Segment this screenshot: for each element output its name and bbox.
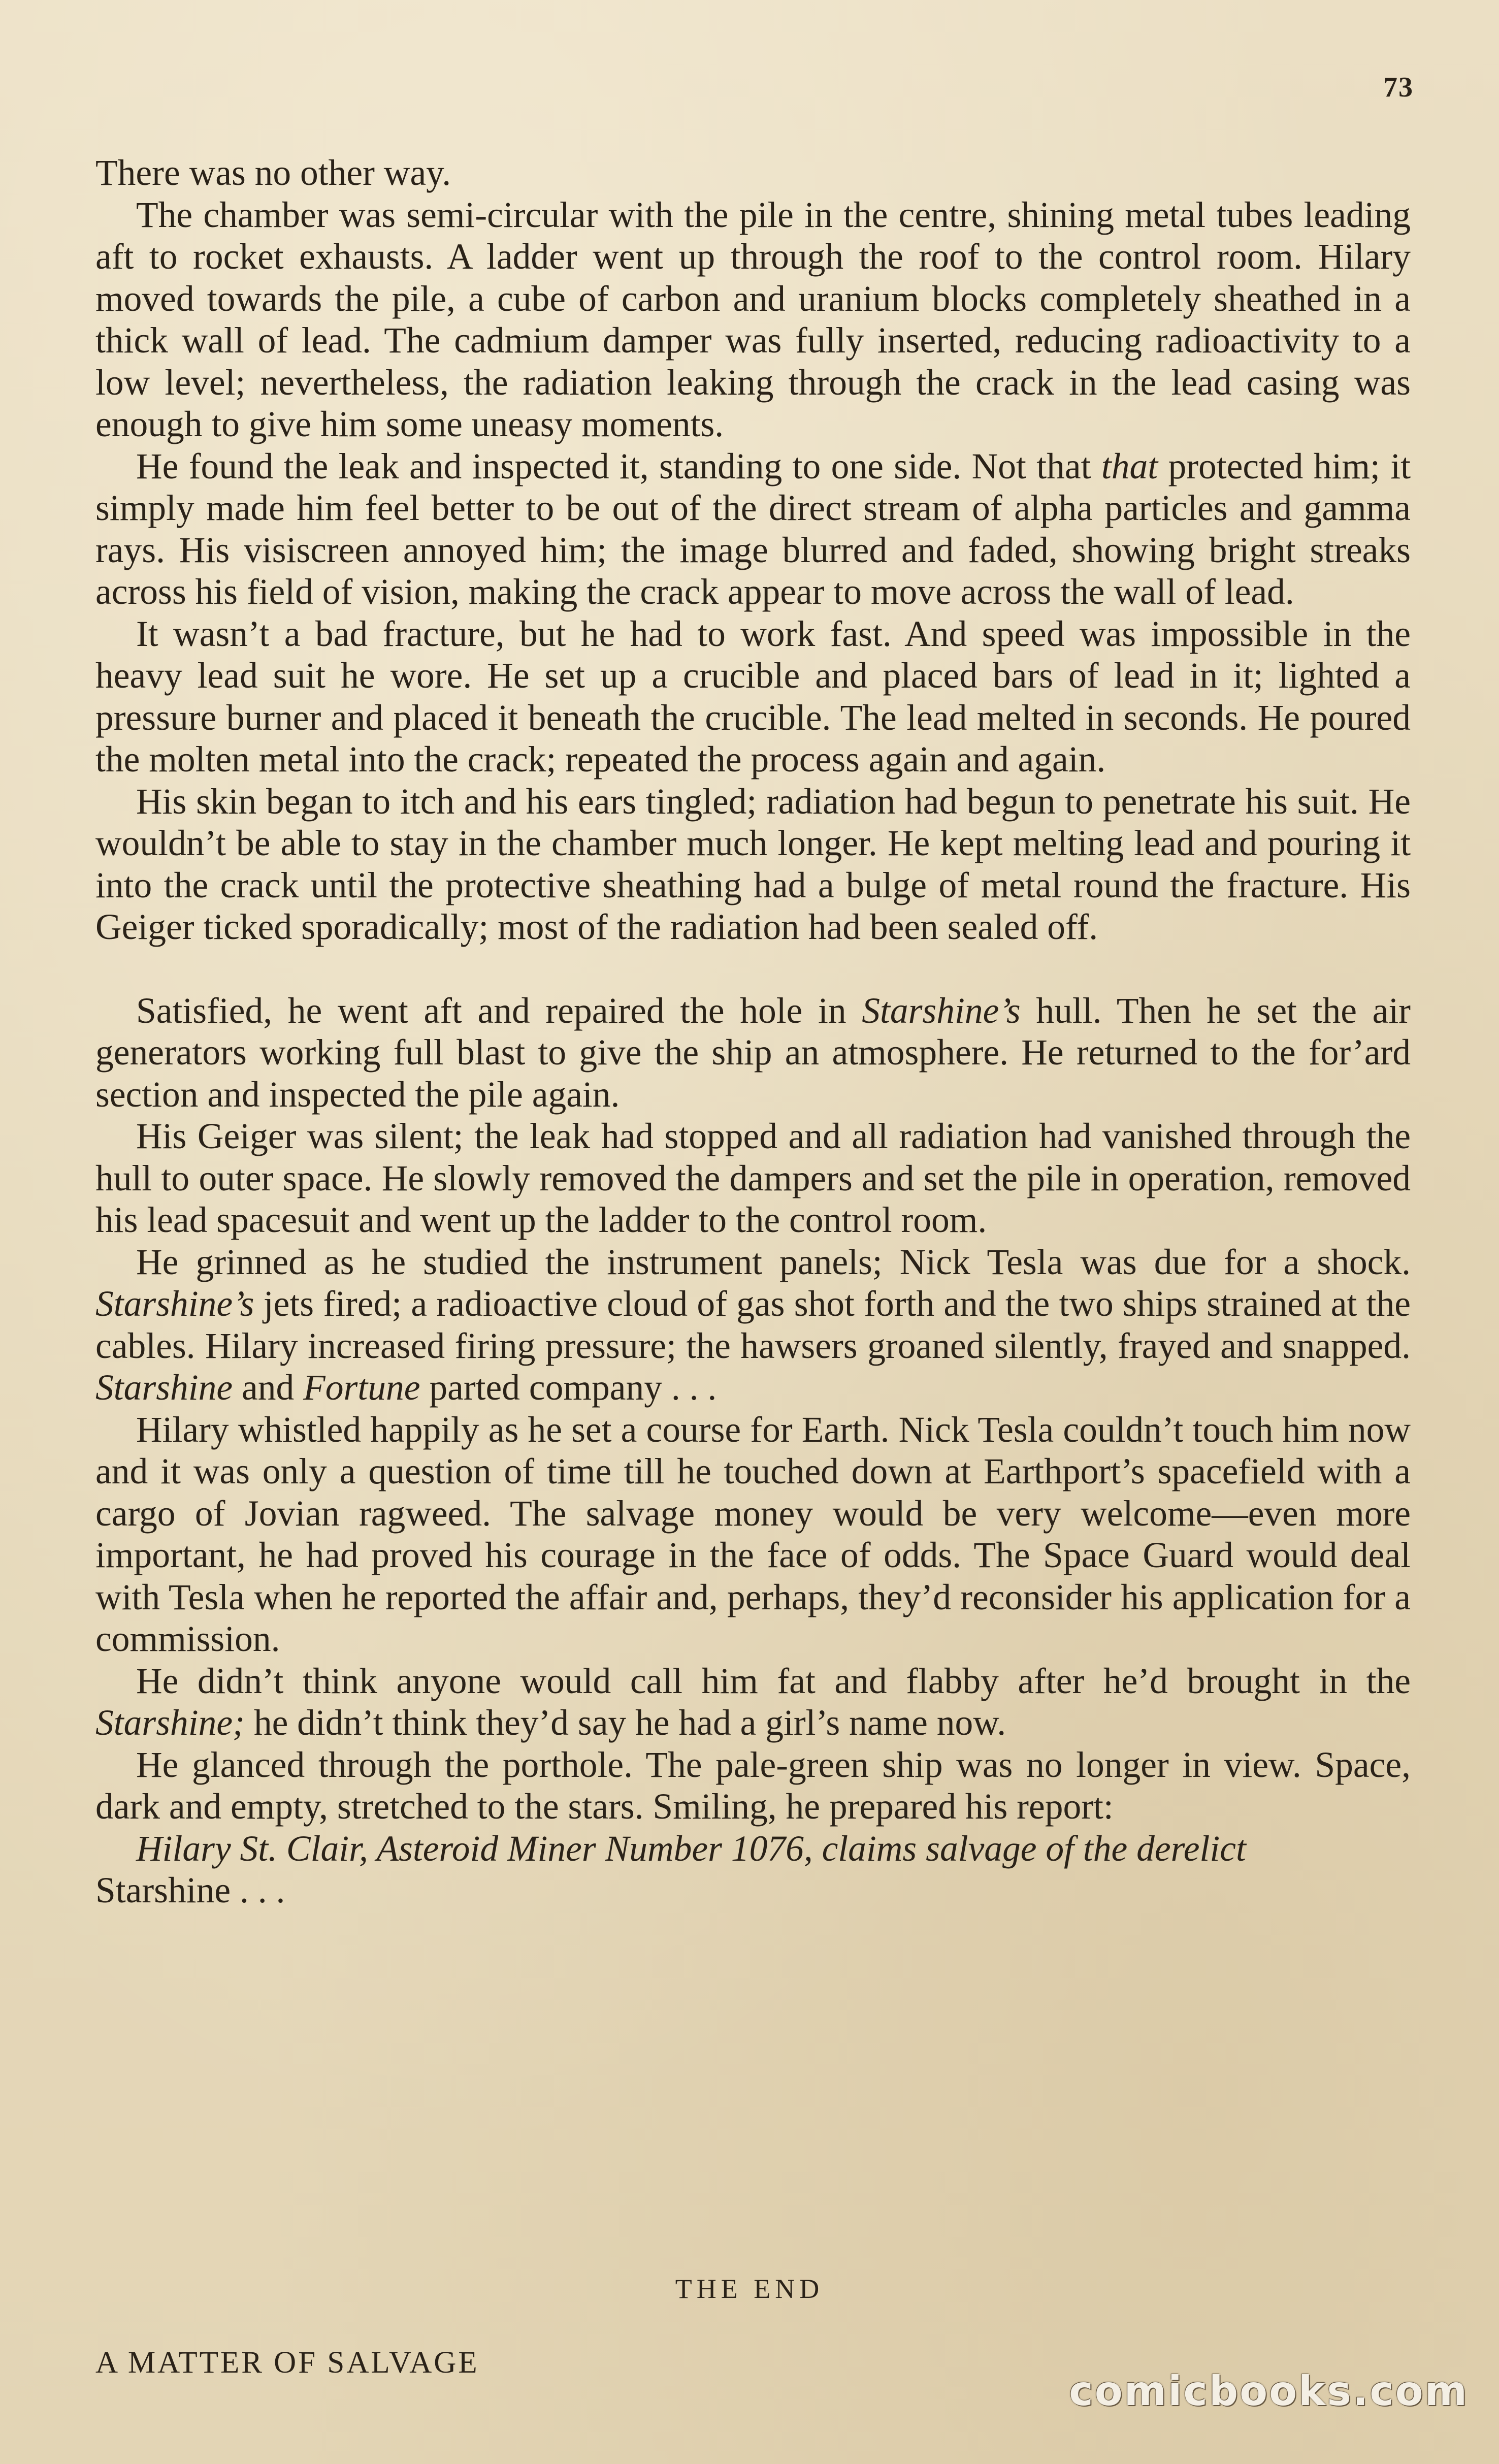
emphasis: that [1101,446,1158,487]
paragraph: Hilary whistled happily as he set a course for Earth. Nick Tesla couldn’t touch him now and it was only a question of time till he touched down at Earthport’s spacefield with a cargo of Jovian ragweed. The salvage money would be very welcome—even more important, he had proved his courage in the face of odds. The Space Guard would deal with Tesla when he reported the affair and, perhaps, they’d reconsider his application for a commission. [95,1409,1411,1659]
story-title-footer: A MATTER OF SALVAGE [95,2346,479,2380]
paragraph: There was no other way. [95,153,451,193]
paragraph: He glanced through the porthole. The pale-green ship was no longer in view. Space, dark and empty, stretched to the stars. Smiling, he prepared his report: [95,1744,1411,1827]
paragraph: Satisfied, he went aft and repaired the hole in Starshine’s hull. Then he set the air generators working full blast to give the ship an atmosphere. He returned to the for’ard section and inspected the pile again. [95,990,1411,1115]
paragraph: He found the leak and inspected it, standing to one side. Not that that protected him; it simply made him feel better to be out of the direct stream of alpha particles and gamma rays. His visiscreen annoyed him; the image blurred and faded, showing bright streaks across his field of vision, making the crack appear to move across the wall of lead. [95,446,1411,612]
ship-name: Fortune [303,1368,420,1408]
ship-name: Starshine’s [862,990,1021,1031]
page-number: 73 [1383,72,1414,103]
story-text [95,152,1411,1912]
ship-name: Starshine [95,1368,233,1408]
paragraph: It wasn’t a bad fracture, but he had to work fast. And speed was impossible in the heavy lead suit he wore. He set up a crucible and placed bars of lead in it; lighted a pressure burner and placed it beneath the crucible. The lead melted in seconds. He poured the molten metal into the crack; repeated the process again and again. [95,613,1411,780]
paragraph: His Geiger was silent; the leak had stopped and all radiation had vanished through the hull to outer space. He slowly removed the dampers and set the pile in operation, removed his lead spacesuit and went up the ladder to the control room. [95,1116,1411,1240]
paragraph: He grinned as he studied the instrument panels; Nick Tesla was due for a shock. Starshine’s jets fired; a radioactive cloud of gas shot forth and the two ships strained at the cables. Hilary increased firing pressure; the hawsers groaned silently, frayed and snapped. Starshine and Fortune parted company . . . [95,1242,1411,1408]
paragraph: His skin began to itch and his ears tingled; radiation had begun to penetrate his suit. He wouldn’t be able to stay in the chamber much longer. He kept melting lead and pouring it into the crack until the protective sheathing had a bulge of metal round the fracture. His Geiger ticked sporadically; most of the radiation had been sealed off. [95,781,1411,947]
the-end-marker: THE END [675,2274,824,2304]
report-text: Hilary St. Clair, Asteroid Miner Number 1076, claims salvage of the derelict [136,1828,1246,1869]
ship-name: Starshine . . . [95,1870,285,1910]
paragraph: He didn’t think anyone would call him fat and flabby after he’d brought in the Starshine; he didn’t think they’d say he had a girl’s name now. [95,1661,1411,1743]
site-watermark: comicbooks.com [1069,2368,1469,2415]
ship-name: Starshine; [95,1703,245,1743]
ship-name: Starshine’s [95,1284,254,1324]
paragraph: The chamber was semi-circular with the pile in the centre, shining metal tubes leading aft to rocket exhausts. A ladder went up through the roof to the control room. Hilary moved towards the pile, a cube of carbon and uranium blocks completely sheathed in a thick wall of lead. The cadmium damper was fully inserted, reducing radioactivity to a low level; nevertheless, the radiation leaking through the crack in the lead casing was enough to give him some uneasy moments. [95,194,1411,444]
report-paragraph [95,1828,1411,1912]
